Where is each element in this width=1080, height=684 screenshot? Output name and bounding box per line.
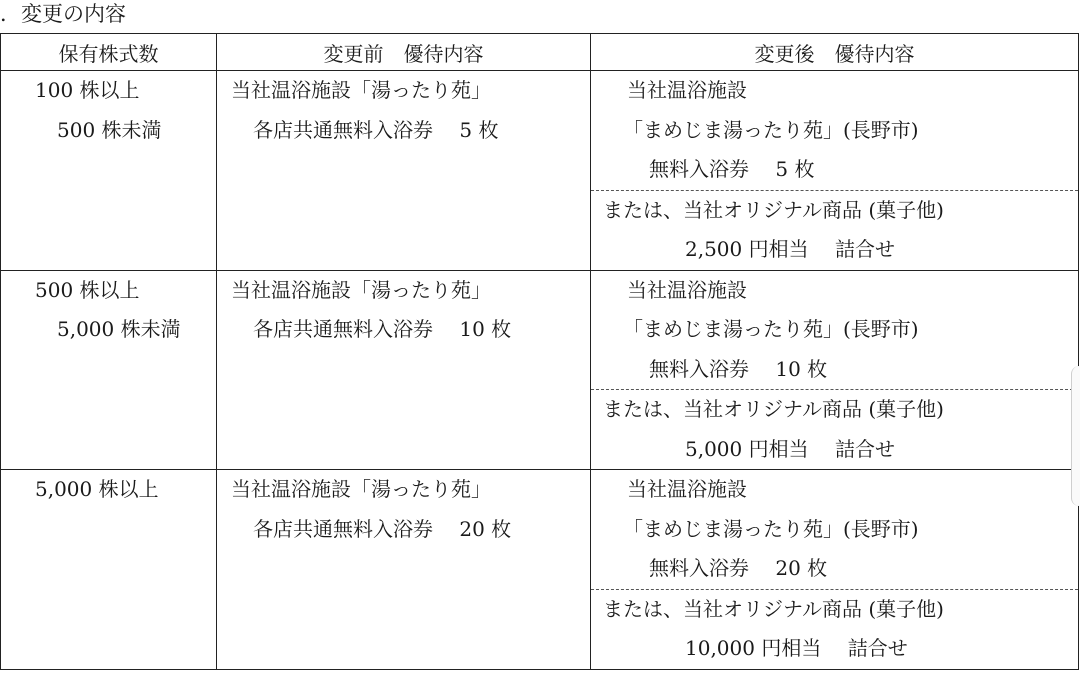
alt-value: 2,500 円相当 詰合せ [685,237,895,261]
scroll-handle[interactable] [1071,366,1080,506]
after-facility-name: 「まめじま湯ったり苑」(長野市) [623,516,919,541]
table-row [1,470,1079,670]
shares-min: 100 株以上 [35,78,140,102]
after-cell [591,270,1079,470]
benefit-change-table [0,33,1079,670]
before-facility: 当社温浴施設「湯ったり苑」 [231,277,491,302]
before-cell [217,71,591,271]
shares-min: 500 株以上 [35,277,140,302]
before-facility: 当社温浴施設「湯ったり苑」 [231,78,491,102]
after-facility: 当社温浴施設 [627,78,747,102]
after-facility: 当社温浴施設 [627,277,747,302]
after-cell [591,470,1079,670]
alt-product: または、当社オリジナル商品 (菓子他) [603,596,944,621]
after-facility: 当社温浴施設 [627,477,747,501]
before-facility: 当社温浴施設「湯ったり苑」 [231,477,491,501]
after-main-option [591,71,1078,190]
shares-cell [1,270,217,470]
shares-min: 5,000 株以上 [35,477,159,501]
shares-cell [1,71,217,271]
header-before: 変更前 優待内容 [217,34,591,71]
after-facility-name: 「まめじま湯ったり苑」(長野市) [623,117,919,142]
after-cell [591,71,1079,271]
shares-max: 500 株未満 [57,117,162,142]
after-main-option [591,470,1078,589]
after-ticket: 無料入浴券 5 枚 [649,157,815,181]
alt-value: 5,000 円相当 詰合せ [685,436,895,461]
before-cell [217,470,591,670]
table-header-row [1,34,1079,71]
shares-max: 5,000 株未満 [57,317,181,341]
header-after: 変更後 優待内容 [591,34,1079,71]
after-ticket: 無料入浴券 10 枚 [649,356,828,381]
shares-cell [1,470,217,670]
before-ticket: 各店共通無料入浴券 10 枚 [253,317,512,341]
alt-value: 10,000 円相当 詰合せ [685,636,908,660]
before-cell [217,270,591,470]
before-ticket: 各店共通無料入浴券 5 枚 [253,117,499,142]
after-alt-option [591,589,1078,669]
alt-product: または、当社オリジナル商品 (菓子他) [603,397,944,421]
after-alt-option [591,389,1078,469]
before-ticket: 各店共通無料入浴券 20 枚 [253,516,512,541]
alt-product: または、当社オリジナル商品 (菓子他) [603,197,944,222]
table-row [1,270,1079,470]
after-alt-option [591,190,1078,270]
after-main-option [591,271,1078,390]
after-facility-name: 「まめじま湯ったり苑」(長野市) [623,317,919,341]
table-row [1,71,1079,271]
header-shares: 保有株式数 [1,34,217,71]
after-ticket: 無料入浴券 20 枚 [649,556,828,580]
shares-max [1,510,216,550]
section-title: ．変更の内容 [0,2,126,26]
